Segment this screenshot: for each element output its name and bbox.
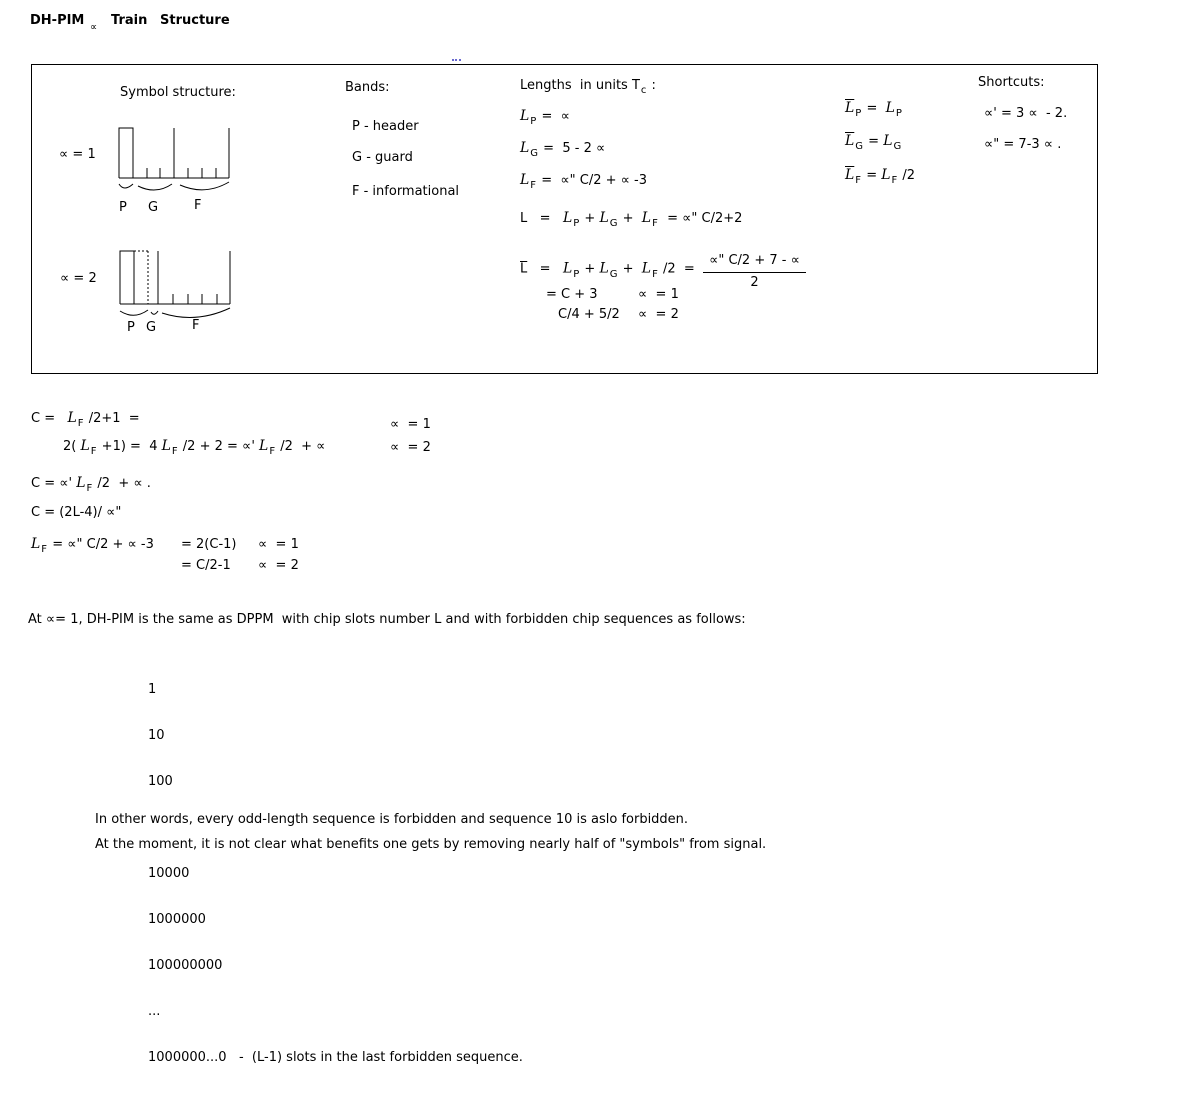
brace-p — [119, 184, 133, 188]
deriv-cond5: ∝ = 1 — [258, 537, 299, 552]
band-item-header: P - header — [352, 119, 419, 134]
forbidden-sequence-last: 1000000...0 - (L-1) slots in the last forbidden sequence. — [148, 1050, 523, 1065]
deriv-line3: C = ∝' $L_F$ /2 + ∝ . — [31, 475, 151, 494]
forbidden-sequence-list — [148, 652, 523, 1096]
note-intro: At ∝= 1, DH-PIM is the same as DPPM with chip slots number L and with forbidden chip sequences as follows: — [28, 612, 746, 627]
shortcut-alpha-double-prime: ∝" = 7-3 ∝ . — [984, 137, 1062, 152]
deriv-line1: $C = L_F$ /2+1 = — [31, 410, 140, 429]
shortcut-alpha-prime: ∝' = 3 ∝ - 2. — [984, 106, 1068, 121]
alpha1-label: ∝ = 1 — [59, 147, 96, 162]
formula-lf: $L_F$ = ∝" C/2 + ∝ -3 — [520, 172, 648, 191]
shortcuts-heading: Shortcuts: — [978, 75, 1045, 90]
forbidden-sequence: 10000 — [148, 866, 190, 881]
formula-l-mean: $\overline{L} = L_P + L_G + L_F$ /2 = $\frac{\propto" C/2 + 7 - \propto}{2}$ — [520, 250, 806, 288]
alpha1-waveform-figure — [108, 120, 243, 200]
alpha2-waveform-figure — [113, 246, 238, 331]
deriv-line4: C = (2L-4)/ ∝" — [31, 505, 122, 520]
forbidden-sequence: 100 — [148, 774, 173, 789]
brace-g — [151, 311, 158, 314]
alpha2-label: ∝ = 2 — [60, 271, 97, 286]
note-remark-benefits: At the moment, it is not clear what benefits one gets by removing nearly half of "symbols" from signal. — [95, 837, 767, 852]
formula-l-total: $L = L_P + L_G + L_F$ = ∝" C/2+2 — [520, 210, 743, 229]
deriv-line5-result: = 2(C-1) — [181, 537, 237, 552]
formula-lbar-f: $\overline{L}_F = L_F$ /2 — [845, 167, 916, 186]
fig2-label-f: F — [192, 318, 200, 333]
page-title-word-structure: Structure — [160, 13, 230, 28]
band-item-informational: F - informational — [352, 184, 460, 199]
formula-lbar-g: $\overline{L}_G = L_G$ — [845, 133, 902, 152]
note-remark-odd-length: In other words, every odd-length sequence is forbidden and sequence 10 is aslo forbidden. — [95, 812, 689, 827]
header-pulse-chip1 — [120, 251, 134, 304]
fig2-label-g: G — [146, 320, 157, 335]
lengths-heading: Lengths in units $T_c$ : — [520, 78, 656, 96]
formula-lbar-p: $\overline{L}_P = L_P$ — [845, 100, 902, 119]
guard-ticks — [147, 168, 160, 178]
header-pulse — [119, 128, 133, 178]
stray-blue-mark — [452, 59, 461, 61]
fig1-label-p: P — [119, 200, 127, 215]
forbidden-sequence: 100000000 — [148, 958, 223, 973]
brace-g — [138, 184, 172, 190]
deriv-line6-result: = C/2-1 — [181, 558, 231, 573]
fig1-label-g: G — [148, 200, 159, 215]
info-ticks — [173, 294, 217, 304]
forbidden-sequence: 10 — [148, 728, 165, 743]
deriv-cond2: ∝ = 2 — [390, 440, 431, 455]
page-title-brand: DH-PIM — [30, 13, 85, 28]
fig2-label-p: P — [127, 320, 135, 335]
deriv-line5: $L_F$ = ∝" C/2 + ∝ -3 — [31, 536, 154, 555]
brace-f — [162, 308, 230, 317]
info-ticks — [188, 168, 216, 178]
page-title-word-train: Train — [111, 13, 148, 28]
formula-lp: $L_P$ = ∝ — [520, 108, 570, 127]
deriv-line2: 2( $L_F +1) = 4$ $L_F$ /2 + 2 = ∝' $L_F$ /2 + ∝ — [63, 438, 326, 457]
brace-p — [120, 310, 148, 315]
formula-lg: $L_G = 5 - 2$ ∝ — [520, 140, 606, 159]
condition-alpha2: ∝ = 2 — [638, 307, 679, 322]
formula-case-alpha1: = C + 3 — [546, 287, 598, 302]
condition-alpha1: ∝ = 1 — [638, 287, 679, 302]
deriv-cond6: ∝ = 2 — [258, 558, 299, 573]
page-title-alpha-subscript: ∝ — [90, 22, 98, 33]
ellipsis-line: ... — [148, 1004, 161, 1019]
bands-heading: Bands: — [345, 80, 390, 95]
brace-f — [180, 182, 229, 190]
symbol-structure-heading: Symbol structure: — [120, 85, 236, 100]
deriv-cond1: ∝ = 1 — [390, 417, 431, 432]
formula-case-alpha2: C/4 + 5/2 — [558, 307, 620, 322]
fig1-label-f: F — [194, 198, 202, 213]
forbidden-sequence: 1000000 — [148, 912, 206, 927]
forbidden-sequence: 1 — [148, 682, 157, 697]
band-item-guard: G - guard — [352, 150, 413, 165]
